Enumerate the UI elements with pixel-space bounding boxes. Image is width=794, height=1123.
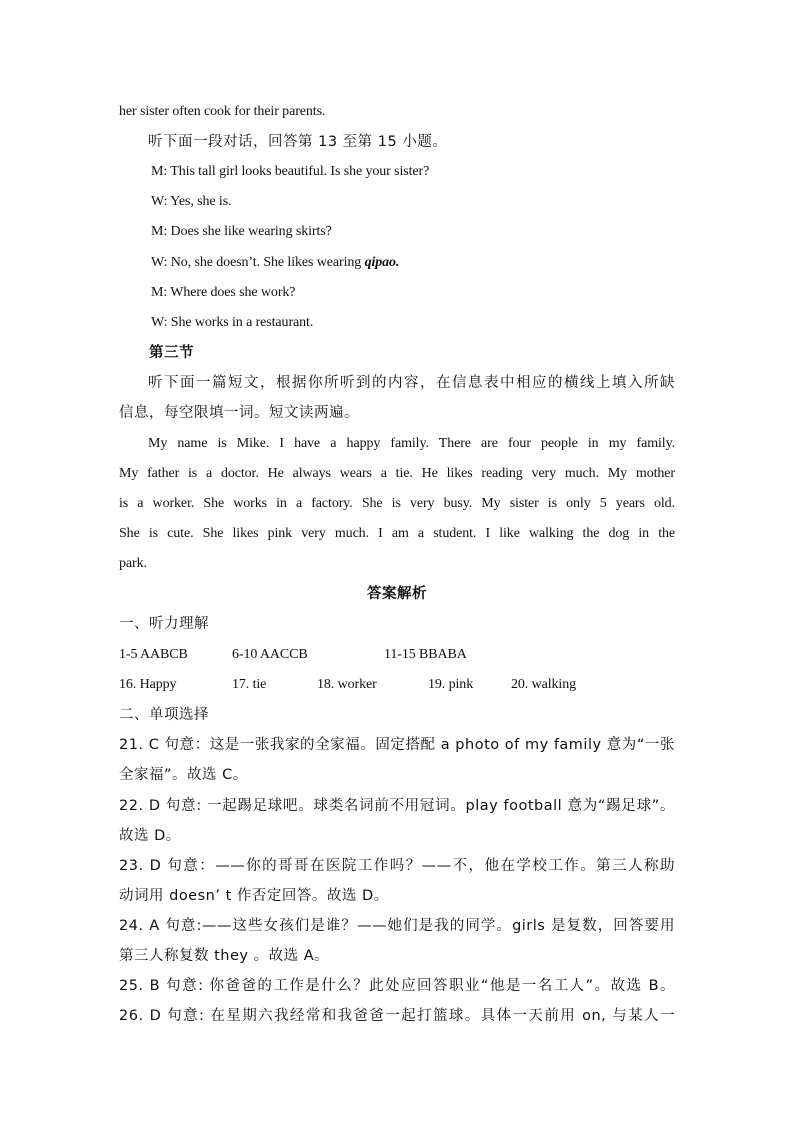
- passage-line: is a worker. She works in a factory. She is very busy. My sister is only 5 years old.: [119, 496, 675, 511]
- explanation-line: 24. A 句意:——这些女孩们是谁？——她们是我的同学。girls 是复数，回答要用: [119, 918, 675, 934]
- dialogue-line: [151, 313, 707, 333]
- speaker: M:: [151, 285, 168, 300]
- answer-group: 11-15 BBABA: [384, 647, 467, 662]
- answer-item: 16. Happy: [119, 677, 177, 692]
- dialogue-line: [151, 283, 707, 303]
- utterance: Yes, she is.: [170, 194, 232, 209]
- part2-title: 二、单项选择: [119, 707, 209, 723]
- explanation-line: 26. D 句意: 在星期六我经常和我爸爸一起打篮球。具体一天前用 on, 与某人一: [119, 1008, 675, 1024]
- utterance: Does she like wearing skirts?: [170, 224, 332, 239]
- dialogue-line: [151, 222, 707, 242]
- explanation-line: 第三人称复数 they 。故选 A。: [119, 948, 330, 964]
- dialogue-line: [151, 192, 707, 212]
- explanation-line: 全家福”。故选 C。: [119, 767, 248, 783]
- section3-instruction: 听下面一篇短文，根据你所听到的内容，在信息表中相应的横线上填入所缺: [148, 375, 675, 391]
- speaker: W:: [151, 194, 168, 209]
- speaker: M:: [151, 224, 168, 239]
- explanation-line: 23. D 句意：——你的哥哥在医院工作吗？——不，他在学校工作。第三人称助: [119, 858, 675, 874]
- passage-line: She is cute. She likes pink very much. I am a student. I like walking the dog in the: [119, 526, 675, 541]
- answer-item: 20. walking: [511, 677, 577, 692]
- answer-group: 1-5 AABCB: [119, 647, 188, 662]
- part1-title: 一、听力理解: [119, 616, 209, 632]
- utterance: Where does she work?: [170, 285, 296, 300]
- passage-line: My father is a doctor. He always wears a tie. He likes reading very much. My mother: [119, 466, 675, 481]
- explanation-line: 22. D 句意: 一起踢足球吧。球类名词前不用冠词。play football 意为“踢足球”。: [119, 798, 675, 814]
- utterance: She works in a restaurant.: [170, 315, 314, 330]
- answer-group: 6-10 AACCB: [232, 647, 308, 662]
- explanation-line: 25. B 句意: 你爸爸的工作是什么？此处应回答职业“他是一名工人”。故选 B。: [119, 978, 675, 994]
- explanation-line: 故选 D。: [119, 828, 181, 844]
- speaker: M:: [151, 164, 168, 179]
- dialogue-intro: 听下面一段对话，回答第 13 至第 15 小题。: [148, 134, 448, 150]
- answer-item: 18. worker: [317, 677, 377, 692]
- dialogue-line: [151, 253, 707, 273]
- speaker: W:: [151, 255, 168, 270]
- qipao-italic: qipao.: [364, 255, 400, 270]
- section3-title: 第三节: [149, 345, 194, 361]
- utterance: This tall girl looks beautiful. Is she your sister?: [170, 164, 430, 179]
- explanation-line: 21. C 句意：这是一张我家的全家福。固定搭配 a photo of my family 意为“一张: [119, 737, 675, 753]
- passage-line: park.: [119, 556, 147, 571]
- speaker: W:: [151, 315, 168, 330]
- answer-title: 答案解析: [367, 586, 427, 602]
- answer-item: 17. tie: [232, 677, 267, 692]
- dialogue-line: [151, 162, 707, 182]
- utterance: No, she doesn’t. She likes wearing: [170, 255, 365, 270]
- explanation-line: 动词用 doesn’ t 作否定回答。故选 D。: [119, 888, 389, 904]
- passage-end-line: her sister often cook for their parents.: [119, 104, 326, 119]
- section3-instruction: 信息，每空限填一词。短文读两遍。: [119, 405, 359, 421]
- passage-line: My name is Mike. I have a happy family. There are four people in my family.: [148, 436, 675, 451]
- answer-item: 19. pink: [428, 677, 474, 692]
